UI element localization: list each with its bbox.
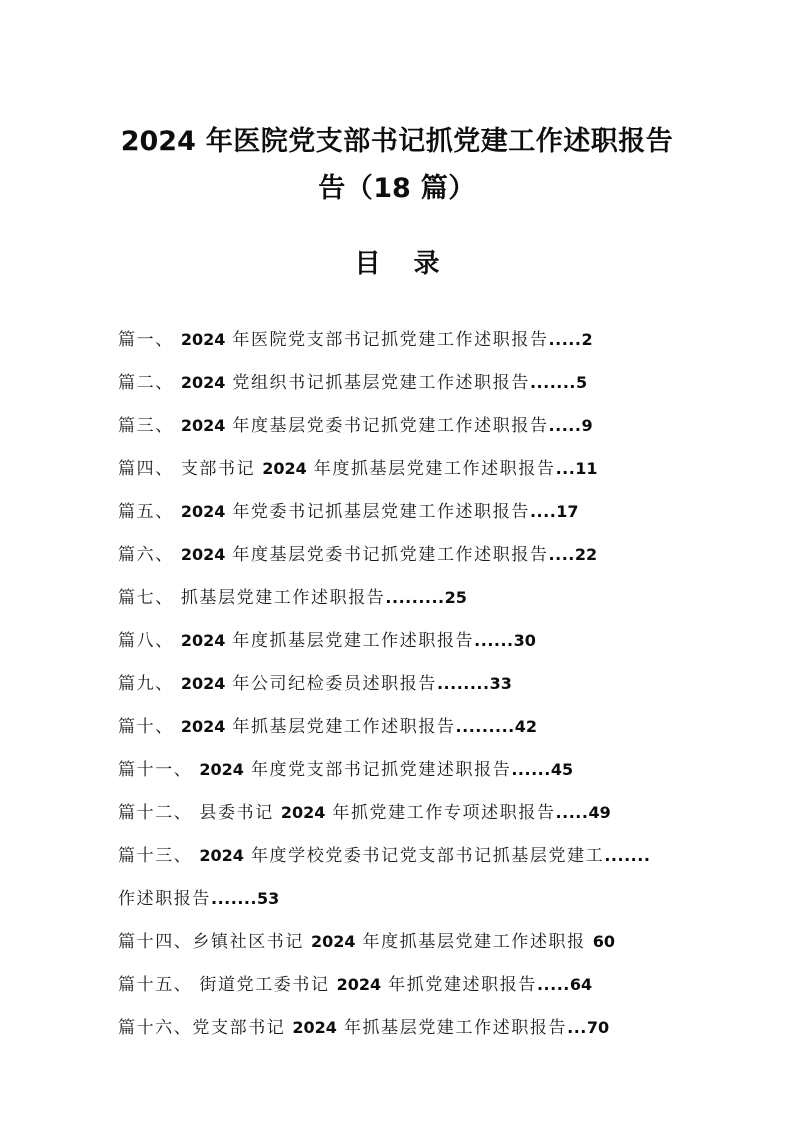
toc-entry-text: 年党委书记抓基层党建工作述职报告 xyxy=(232,502,530,522)
toc-entry[interactable] xyxy=(118,748,688,791)
toc-entry[interactable] xyxy=(118,791,688,834)
toc-page-number: 25 xyxy=(444,588,467,607)
toc-page-number: 33 xyxy=(489,674,512,693)
toc-page-number: 2 xyxy=(581,330,593,349)
toc-entry[interactable] xyxy=(118,963,688,1006)
toc-entry-text: 年度学校党委书记党支部书记抓基层党建工 xyxy=(250,846,605,866)
toc-entry-year: 2024 xyxy=(262,459,307,478)
toc-entry-year: 2024 xyxy=(180,545,226,564)
toc-entry[interactable] xyxy=(118,920,688,963)
toc-page-number: 53 xyxy=(257,889,280,908)
toc-entry-prefix: 乡镇社区书记 xyxy=(192,932,305,952)
toc-entry-prefix: 街道党工委书记 xyxy=(199,975,330,995)
toc-entry-label: 篇十二、 xyxy=(118,803,193,823)
toc-entry[interactable] xyxy=(118,619,688,662)
toc-entry-prefix: 支部书记 xyxy=(180,459,256,479)
toc-page-number: 42 xyxy=(514,717,538,736)
toc-entry[interactable] xyxy=(118,834,688,877)
toc-entry-text: 年抓基层党建工作述职报告 xyxy=(232,717,456,737)
toc-entry[interactable] xyxy=(118,318,688,361)
toc-entry[interactable] xyxy=(118,533,688,576)
toc-dot-leader: .... xyxy=(529,502,557,521)
toc-page-number: 17 xyxy=(556,502,579,521)
toc-dot-leader: ......... xyxy=(455,717,515,736)
toc-entry-label: 篇五、 xyxy=(118,502,174,522)
toc-entry-year: 2024 xyxy=(180,330,226,349)
toc-page-number: 60 xyxy=(592,932,616,951)
toc-dot-leader: ...... xyxy=(511,760,551,779)
toc-page-number: 49 xyxy=(588,803,611,822)
toc-page-number: 45 xyxy=(550,760,574,779)
title-year: 2024 xyxy=(120,126,196,157)
toc-entry[interactable] xyxy=(118,490,688,533)
toc-entry-text: 年度基层党委书记抓党建工作述职报告 xyxy=(232,545,549,565)
toc-entry-label: 篇十一、 xyxy=(118,760,193,780)
toc-entry-label: 篇四、 xyxy=(118,459,174,479)
toc-page-number: 9 xyxy=(581,416,593,435)
toc-entry[interactable] xyxy=(118,705,688,748)
toc-entry-year: 2024 xyxy=(311,932,356,951)
toc-entry-label: 篇九、 xyxy=(118,674,174,694)
toc-entry[interactable] xyxy=(118,662,688,705)
toc-entry[interactable] xyxy=(118,404,688,447)
toc-entry-label: 篇十三、 xyxy=(118,846,193,866)
toc-entry-year: 2024 xyxy=(180,631,226,650)
toc-dot-leader: ....... xyxy=(211,889,258,908)
title-text: 年医院党支部书记抓党建工作述职报告 xyxy=(205,126,674,157)
toc-entry-text: 抓基层党建工作述职报告 xyxy=(180,588,386,608)
toc-heading: 目 录 xyxy=(354,249,452,279)
title-line2-suffix: 篇） xyxy=(420,173,476,204)
title-line-2 xyxy=(108,165,686,212)
toc-entry-label: 篇十四、 xyxy=(118,932,193,952)
toc-entry-year: 2024 xyxy=(199,846,244,865)
toc-entry-label: 篇六、 xyxy=(118,545,174,565)
toc-entry-text: 年抓党建工作专项述职报告 xyxy=(332,803,556,823)
toc-entry[interactable] xyxy=(118,576,688,619)
toc-entry-label: 篇十、 xyxy=(118,717,174,737)
toc-dot-leader: .... xyxy=(548,545,575,564)
toc-entry-text: 年度抓基层党建工作述职报告 xyxy=(313,459,556,479)
title-count: 18 xyxy=(373,173,411,204)
toc-entry-text: 作述职报告 xyxy=(118,889,211,909)
toc-dot-leader: ....... xyxy=(529,373,576,392)
toc-entry-text: 年抓基层党建工作述职报告 xyxy=(343,1018,568,1038)
toc-dot-leader: ..... xyxy=(548,330,582,349)
toc-dot-leader: ..... xyxy=(536,975,570,994)
toc-entry-year: 2024 xyxy=(280,803,326,822)
toc-entry-text: 年度基层党委书记抓党建工作述职报告 xyxy=(232,416,549,436)
toc-entry-text: 党组织书记抓基层党建工作述职报告 xyxy=(232,373,530,393)
toc-dot-leader: ......... xyxy=(385,588,445,607)
toc-page-number: 5 xyxy=(576,373,588,392)
table-of-contents xyxy=(118,318,688,1049)
toc-page-number: 22 xyxy=(574,545,598,564)
toc-page-number: 70 xyxy=(586,1018,610,1037)
toc-page-number: 64 xyxy=(569,975,593,994)
toc-entry-year: 2024 xyxy=(180,674,226,693)
toc-dot-leader: ...... xyxy=(474,631,514,650)
toc-entry-label: 篇十五、 xyxy=(118,975,193,995)
toc-dot-leader: ..... xyxy=(555,803,589,822)
toc-entry[interactable] xyxy=(118,361,688,404)
toc-dot-leader: ..... xyxy=(548,416,582,435)
toc-entry-label: 篇二、 xyxy=(118,373,174,393)
toc-entry-label: 篇十六、 xyxy=(118,1018,193,1038)
toc-entry-text: 年公司纪检委员述职报告 xyxy=(232,674,437,694)
toc-entry-label: 篇一、 xyxy=(118,330,174,350)
toc-entry-label: 篇三、 xyxy=(118,416,174,436)
toc-entry-year: 2024 xyxy=(180,717,226,736)
toc-entry-text: 年医院党支部书记抓党建工作述职报告 xyxy=(232,330,549,350)
toc-entry-year: 2024 xyxy=(336,975,382,994)
toc-entry-year: 2024 xyxy=(292,1018,337,1037)
toc-entry-text: 年度抓基层党建工作述职报告 xyxy=(232,631,475,651)
page-title xyxy=(108,118,686,212)
toc-dot-leader: ... xyxy=(567,1018,587,1037)
toc-entry-label: 篇七、 xyxy=(118,588,174,608)
toc-entry-text: 年度党支部书记抓党建述职报告 xyxy=(250,760,512,780)
toc-entry[interactable] xyxy=(118,1006,688,1049)
title-line-1 xyxy=(108,118,686,165)
toc-entry-year: 2024 xyxy=(199,760,244,779)
toc-dot-leader: ... xyxy=(555,459,576,478)
toc-entry-prefix: 党支部书记 xyxy=(192,1018,286,1038)
toc-entry-label: 篇八、 xyxy=(118,631,174,651)
toc-entry-year: 2024 xyxy=(180,502,226,521)
toc-entry-year: 2024 xyxy=(180,416,226,435)
toc-entry-continuation[interactable] xyxy=(118,877,688,920)
toc-page-number: 11 xyxy=(575,459,598,478)
toc-entry-prefix: 县委书记 xyxy=(199,803,274,823)
toc-dot-leader: ........ xyxy=(436,674,490,693)
toc-entry-text: 年抓党建述职报告 xyxy=(388,975,537,995)
toc-entry[interactable] xyxy=(118,447,688,490)
toc-dot-leader: ....... xyxy=(604,846,651,865)
toc-entry-year: 2024 xyxy=(180,373,226,392)
toc-page-number: 30 xyxy=(513,631,536,650)
toc-entry-text: 年度抓基层党建工作述职报 xyxy=(362,932,586,952)
title-line2-prefix: 告（ xyxy=(318,173,374,204)
